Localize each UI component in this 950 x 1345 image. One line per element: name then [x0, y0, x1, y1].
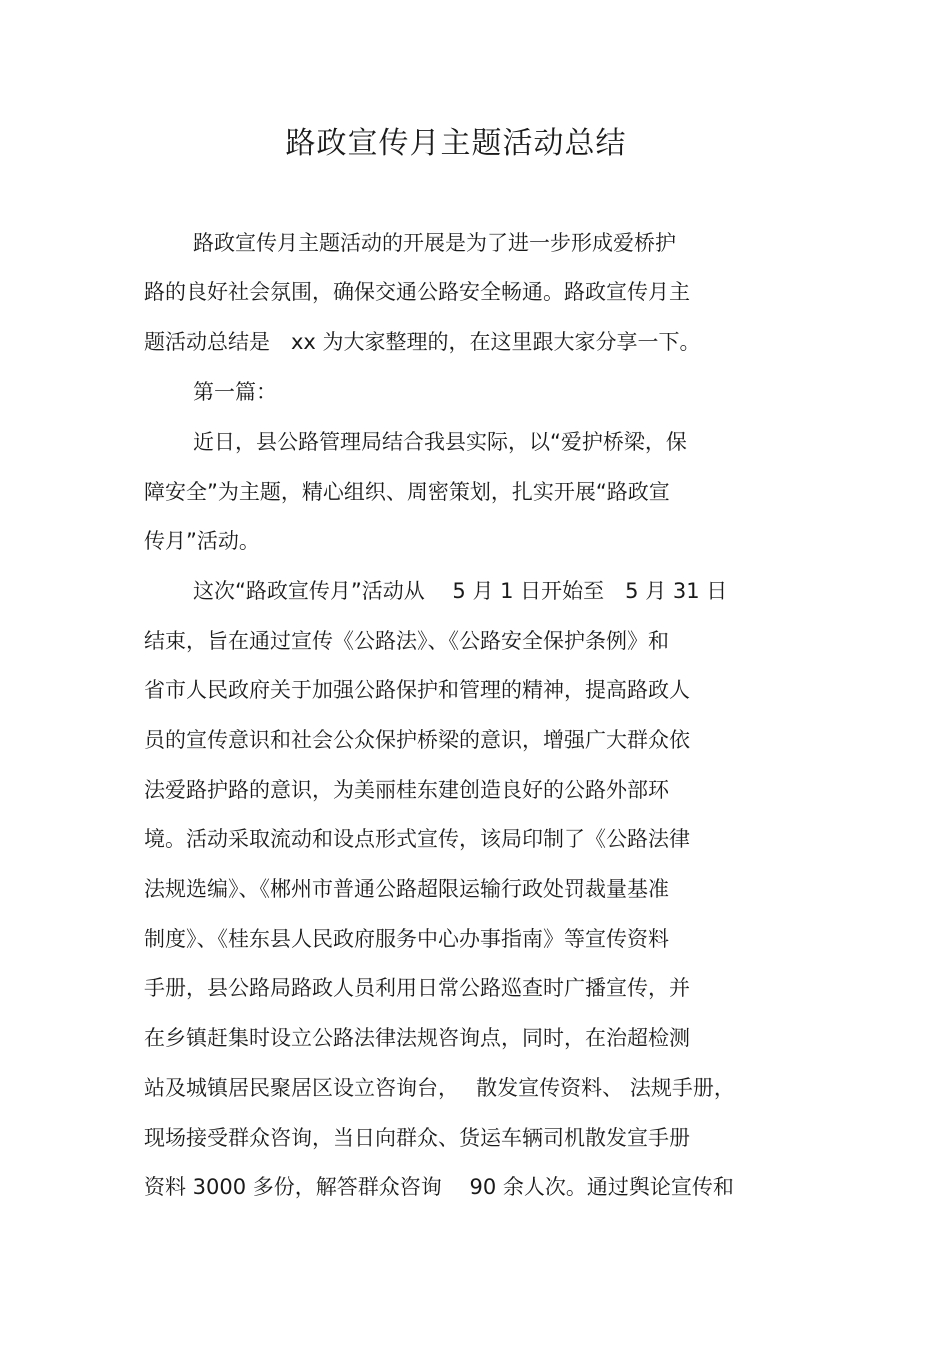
paragraph-line: 员的宣传意识和社会公众保护桥梁的意识，增强广大群众依: [144, 728, 690, 752]
paragraph-line: 法爱路护路的意识，为美丽桂东建创造良好的公路外部环: [144, 778, 669, 802]
paragraph-line: 路政宣传月主题活动的开展是为了进一步形成爱桥护: [193, 231, 676, 255]
paragraph-line: 在乡镇赶集时设立公路法律法规咨询点，同时，在治超检测: [144, 1026, 690, 1050]
paragraph-line: 现场接受群众咨询，当日向群众、货运车辆司机散发宣手册: [144, 1126, 690, 1150]
paragraph-line: 站及城镇居民聚居区设立咨询台， 散发宣传资料、 法规手册，: [144, 1076, 735, 1100]
document-title: 路政宣传月主题活动总结: [285, 126, 627, 161]
paragraph-line: 路的良好社会氛围，确保交通公路安全畅通。路政宣传月主: [144, 280, 690, 304]
paragraph-line: 这次“路政宣传月”活动从 5 月 1 日开始至 5 月 31 日: [193, 579, 728, 603]
paragraph-line: 资料 3000 多份，解答群众咨询 90 余人次。通过舆论宣传和: [144, 1175, 734, 1199]
paragraph-line: 省市人民政府关于加强公路保护和管理的精神，提高路政人: [144, 678, 690, 702]
paragraph-line: 法规选编》、《郴州市普通公路超限运输行政处罚裁量基准: [144, 877, 669, 901]
paragraph-line: 制度》、《桂东县人民政府服务中心办事指南》等宣传资料: [144, 927, 669, 951]
paragraph-line: 题活动总结是 xx 为大家整理的，在这里跟大家分享一下。: [144, 330, 701, 354]
paragraph-line: 结束，旨在通过宣传《公路法》、《公路安全保护条例》和: [144, 629, 669, 653]
paragraph-line: 传月”活动。: [144, 529, 260, 553]
paragraph-line: 手册，县公路局路政人员利用日常公路巡查时广播宣传，并: [144, 976, 690, 1000]
paragraph-line: 障安全”为主题，精心组织、周密策划，扎实开展“路政宣: [144, 480, 670, 504]
paragraph-line: 境。活动采取流动和设点形式宣传，该局印制了《公路法律: [144, 827, 690, 851]
section-heading: 第一篇：: [193, 380, 277, 404]
paragraph-line: 近日，县公路管理局结合我县实际，以“爱护桥梁，保: [193, 430, 687, 454]
